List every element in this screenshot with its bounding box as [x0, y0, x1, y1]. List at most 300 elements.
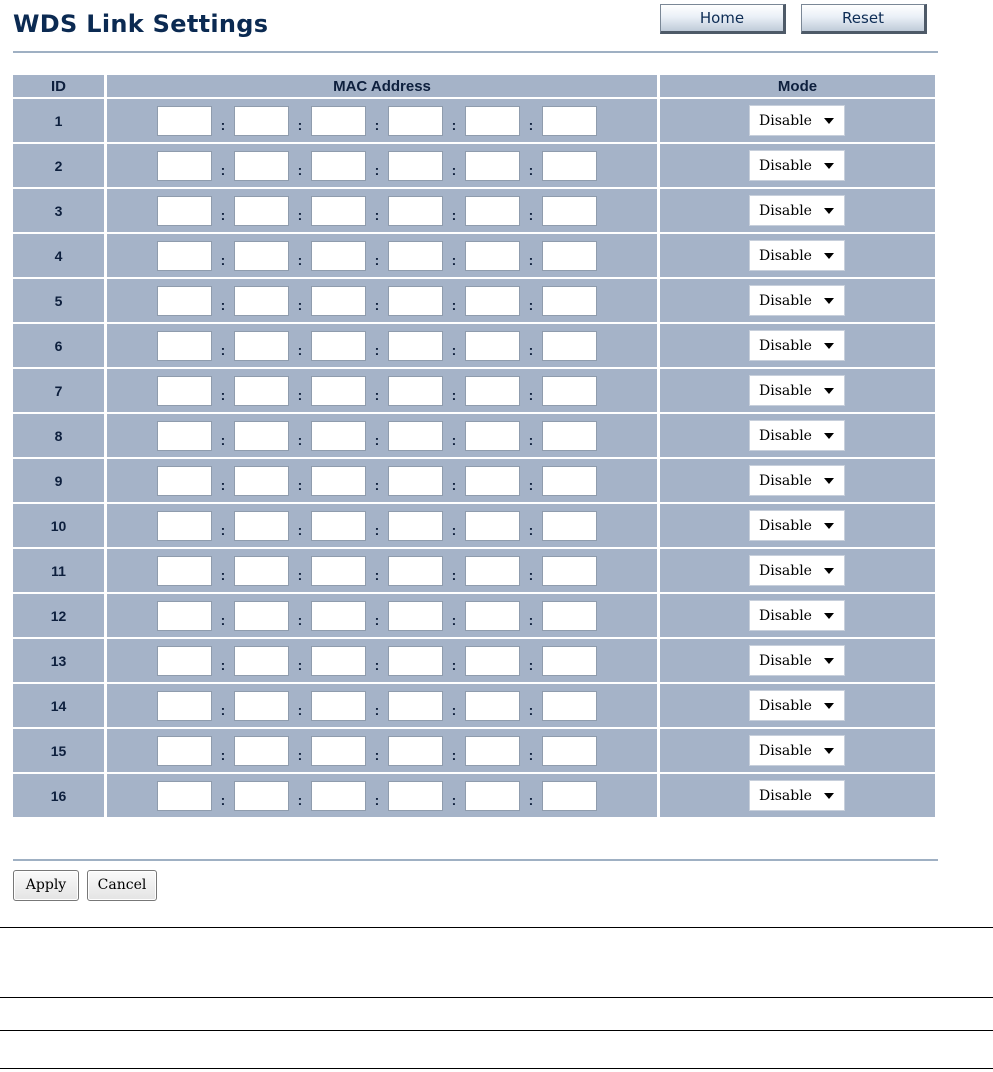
mode-select[interactable] — [749, 375, 845, 406]
mac-octet-input[interactable] — [542, 196, 597, 226]
mac-separator: : — [374, 746, 380, 763]
mode-select[interactable] — [749, 600, 845, 631]
mode-cell — [660, 729, 935, 772]
mac-separator: : — [451, 251, 457, 268]
row-id: 13 — [13, 639, 104, 682]
mac-octet-input[interactable] — [465, 511, 520, 541]
mac-octet-input[interactable] — [157, 691, 212, 721]
mode-select-value: Disable — [759, 292, 812, 309]
mac-octet-input[interactable] — [465, 286, 520, 316]
mac-octet-input[interactable] — [388, 691, 443, 721]
mac-octet-input[interactable] — [542, 466, 597, 496]
mac-separator: : — [220, 521, 226, 538]
mac-separator: : — [528, 386, 534, 403]
mac-separator: : — [451, 431, 457, 448]
mode-select[interactable] — [749, 555, 845, 586]
mac-address-cell — [107, 594, 657, 637]
mac-address-cell — [107, 549, 657, 592]
mac-separator: : — [374, 566, 380, 583]
mac-address-cell — [107, 774, 657, 817]
mode-select-value: Disable — [759, 562, 812, 579]
mac-octet-input[interactable] — [542, 151, 597, 181]
mac-octet-input[interactable] — [465, 331, 520, 361]
mac-separator: : — [374, 611, 380, 628]
table-row — [13, 774, 935, 817]
mac-address-group — [107, 286, 657, 316]
mac-separator: : — [220, 791, 226, 808]
mac-octet-input[interactable] — [311, 421, 366, 451]
chevron-down-icon — [824, 703, 834, 709]
mac-octet-input[interactable] — [388, 331, 443, 361]
mac-separator: : — [528, 161, 534, 178]
mac-separator: : — [451, 521, 457, 538]
mode-select-value: Disable — [759, 202, 812, 219]
chevron-down-icon — [824, 748, 834, 754]
table-row — [13, 189, 935, 232]
mac-separator: : — [374, 251, 380, 268]
mac-octet-input[interactable] — [388, 196, 443, 226]
mac-octet-input[interactable] — [234, 601, 289, 631]
mac-octet-input[interactable] — [157, 151, 212, 181]
mac-separator: : — [220, 611, 226, 628]
mode-select[interactable] — [749, 510, 845, 541]
table-row — [13, 504, 935, 547]
mac-address-cell — [107, 144, 657, 187]
mac-octet-input[interactable] — [465, 241, 520, 271]
mac-octet-input[interactable] — [542, 601, 597, 631]
header-divider — [13, 51, 938, 53]
mac-octet-input[interactable] — [388, 601, 443, 631]
column-header-mode: Mode — [660, 75, 935, 97]
mac-separator: : — [297, 116, 303, 133]
row-id: 16 — [13, 774, 104, 817]
mac-separator: : — [220, 431, 226, 448]
mac-octet-input[interactable] — [311, 196, 366, 226]
mac-address-group — [107, 151, 657, 181]
mac-address-cell — [107, 324, 657, 367]
mac-address-cell — [107, 414, 657, 457]
page-title: WDS Link Settings — [13, 10, 269, 38]
mode-select-value: Disable — [759, 112, 812, 129]
mode-select[interactable] — [749, 285, 845, 316]
mac-separator: : — [451, 161, 457, 178]
mac-octet-input[interactable] — [388, 556, 443, 586]
mode-select-value: Disable — [759, 337, 812, 354]
mac-address-cell — [107, 684, 657, 727]
mode-select[interactable] — [749, 105, 845, 136]
mac-separator: : — [374, 161, 380, 178]
mode-select-value: Disable — [759, 427, 812, 444]
mac-octet-input[interactable] — [311, 601, 366, 631]
column-header-id: ID — [13, 75, 104, 97]
mac-address-group — [107, 196, 657, 226]
mac-octet-input[interactable] — [157, 331, 212, 361]
mac-address-group — [107, 781, 657, 811]
mac-separator: : — [297, 611, 303, 628]
mode-select-value: Disable — [759, 382, 812, 399]
mac-separator: : — [297, 476, 303, 493]
mac-separator: : — [220, 386, 226, 403]
chevron-down-icon — [824, 388, 834, 394]
mode-cell — [660, 774, 935, 817]
wds-link-table — [10, 73, 938, 819]
mac-separator: : — [220, 116, 226, 133]
mac-octet-input[interactable] — [311, 286, 366, 316]
mac-separator: : — [451, 791, 457, 808]
mac-octet-input[interactable] — [388, 511, 443, 541]
mac-octet-input[interactable] — [311, 781, 366, 811]
mac-address-group — [107, 106, 657, 136]
mac-octet-input[interactable] — [388, 646, 443, 676]
footer-divider — [13, 859, 938, 861]
mac-separator: : — [374, 116, 380, 133]
mac-octet-input[interactable] — [157, 106, 212, 136]
mode-select[interactable] — [749, 690, 845, 721]
mode-select-value: Disable — [759, 247, 812, 264]
mac-separator: : — [528, 656, 534, 673]
mac-address-group — [107, 376, 657, 406]
mac-separator: : — [297, 656, 303, 673]
mode-cell — [660, 99, 935, 142]
mac-separator: : — [297, 206, 303, 223]
reset-button[interactable]: Reset — [801, 4, 927, 34]
table-row — [13, 684, 935, 727]
mode-cell — [660, 189, 935, 232]
mac-address-group — [107, 646, 657, 676]
mac-address-group — [107, 421, 657, 451]
mode-select[interactable] — [749, 150, 845, 181]
mac-octet-input[interactable] — [157, 466, 212, 496]
mac-octet-input[interactable] — [311, 466, 366, 496]
chevron-down-icon — [824, 613, 834, 619]
mac-separator: : — [220, 656, 226, 673]
mode-cell — [660, 234, 935, 277]
chevron-down-icon — [824, 658, 834, 664]
mac-separator: : — [374, 476, 380, 493]
mac-separator: : — [297, 431, 303, 448]
mac-octet-input[interactable] — [311, 556, 366, 586]
cancel-button[interactable]: Cancel — [87, 870, 157, 901]
table-row — [13, 324, 935, 367]
chevron-down-icon — [824, 523, 834, 529]
row-id: 14 — [13, 684, 104, 727]
mac-octet-input[interactable] — [157, 511, 212, 541]
row-id: 4 — [13, 234, 104, 277]
mode-select-value: Disable — [759, 517, 812, 534]
mac-octet-input[interactable] — [311, 151, 366, 181]
mac-octet-input[interactable] — [157, 601, 212, 631]
mac-octet-input[interactable] — [234, 241, 289, 271]
mode-cell — [660, 369, 935, 412]
mac-octet-input[interactable] — [157, 421, 212, 451]
mac-octet-input[interactable] — [157, 556, 212, 586]
mode-select[interactable] — [749, 330, 845, 361]
mac-octet-input[interactable] — [542, 646, 597, 676]
table-body — [13, 99, 935, 817]
mac-octet-input[interactable] — [311, 736, 366, 766]
mac-address-cell — [107, 99, 657, 142]
mac-separator: : — [220, 341, 226, 358]
mac-separator: : — [451, 386, 457, 403]
mac-separator: : — [374, 296, 380, 313]
row-id: 15 — [13, 729, 104, 772]
mac-separator: : — [451, 206, 457, 223]
mac-octet-input[interactable] — [234, 151, 289, 181]
mac-separator: : — [220, 566, 226, 583]
mac-octet-input[interactable] — [465, 556, 520, 586]
mode-select[interactable] — [749, 780, 845, 811]
mac-separator: : — [220, 161, 226, 178]
table-row — [13, 459, 935, 502]
chevron-down-icon — [824, 433, 834, 439]
chevron-down-icon — [824, 478, 834, 484]
chevron-down-icon — [824, 343, 834, 349]
mac-octet-input[interactable] — [234, 691, 289, 721]
row-id: 6 — [13, 324, 104, 367]
mac-octet-input[interactable] — [234, 376, 289, 406]
mode-cell — [660, 324, 935, 367]
mac-octet-input[interactable] — [388, 376, 443, 406]
mac-separator: : — [220, 476, 226, 493]
mac-address-group — [107, 736, 657, 766]
mac-octet-input[interactable] — [311, 691, 366, 721]
mode-select[interactable] — [749, 465, 845, 496]
mac-separator: : — [528, 206, 534, 223]
mac-octet-input[interactable] — [234, 286, 289, 316]
mac-octet-input[interactable] — [157, 376, 212, 406]
mac-octet-input[interactable] — [465, 151, 520, 181]
mac-separator: : — [528, 746, 534, 763]
mac-separator: : — [297, 791, 303, 808]
mode-cell — [660, 549, 935, 592]
mac-octet-input[interactable] — [388, 286, 443, 316]
mac-address-group — [107, 601, 657, 631]
mac-octet-input[interactable] — [388, 151, 443, 181]
mac-address-cell — [107, 234, 657, 277]
mode-select[interactable] — [749, 645, 845, 676]
row-id: 8 — [13, 414, 104, 457]
mac-address-group — [107, 466, 657, 496]
mac-separator: : — [297, 296, 303, 313]
divider-line — [0, 1068, 993, 1069]
row-id: 3 — [13, 189, 104, 232]
mac-address-cell — [107, 639, 657, 682]
mac-octet-input[interactable] — [465, 736, 520, 766]
table-row — [13, 639, 935, 682]
home-button[interactable]: Home — [660, 4, 786, 34]
mac-octet-input[interactable] — [157, 241, 212, 271]
mac-octet-input[interactable] — [465, 781, 520, 811]
mac-separator: : — [528, 431, 534, 448]
mac-octet-input[interactable] — [234, 421, 289, 451]
mac-octet-input[interactable] — [157, 736, 212, 766]
mac-separator: : — [297, 701, 303, 718]
mac-separator: : — [528, 566, 534, 583]
column-header-mac-address: MAC Address — [107, 75, 657, 97]
mac-address-group — [107, 331, 657, 361]
mac-octet-input[interactable] — [311, 106, 366, 136]
mode-select-value: Disable — [759, 787, 812, 804]
mode-select[interactable] — [749, 735, 845, 766]
mac-octet-input[interactable] — [234, 466, 289, 496]
mode-cell — [660, 639, 935, 682]
mac-octet-input[interactable] — [234, 196, 289, 226]
mac-octet-input[interactable] — [465, 601, 520, 631]
mode-select[interactable] — [749, 420, 845, 451]
mac-octet-input[interactable] — [157, 196, 212, 226]
mac-separator: : — [297, 566, 303, 583]
table-row — [13, 414, 935, 457]
mac-octet-input[interactable] — [388, 781, 443, 811]
mac-separator: : — [451, 746, 457, 763]
mac-octet-input[interactable] — [234, 106, 289, 136]
mac-address-cell — [107, 729, 657, 772]
mode-cell — [660, 459, 935, 502]
mac-octet-input[interactable] — [465, 106, 520, 136]
mac-separator: : — [528, 251, 534, 268]
mac-separator: : — [220, 251, 226, 268]
mac-separator: : — [297, 341, 303, 358]
mode-select-value: Disable — [759, 652, 812, 669]
mac-separator: : — [451, 341, 457, 358]
mac-separator: : — [374, 431, 380, 448]
row-id: 1 — [13, 99, 104, 142]
mac-octet-input[interactable] — [388, 421, 443, 451]
mac-octet-input[interactable] — [234, 646, 289, 676]
mac-octet-input[interactable] — [465, 691, 520, 721]
mac-separator: : — [528, 791, 534, 808]
mac-octet-input[interactable] — [311, 646, 366, 676]
mac-octet-input[interactable] — [388, 736, 443, 766]
mac-separator: : — [220, 746, 226, 763]
mac-octet-input[interactable] — [542, 736, 597, 766]
mac-octet-input[interactable] — [542, 511, 597, 541]
mac-address-group — [107, 241, 657, 271]
mac-separator: : — [297, 386, 303, 403]
mac-separator: : — [374, 656, 380, 673]
mac-separator: : — [451, 296, 457, 313]
mode-select-value: Disable — [759, 742, 812, 759]
mode-cell — [660, 594, 935, 637]
chevron-down-icon — [824, 163, 834, 169]
mac-octet-input[interactable] — [542, 286, 597, 316]
mac-address-group — [107, 556, 657, 586]
divider-line — [0, 997, 993, 998]
mode-cell — [660, 144, 935, 187]
mac-separator: : — [374, 701, 380, 718]
mac-octet-input[interactable] — [465, 421, 520, 451]
mac-octet-input[interactable] — [465, 376, 520, 406]
mac-octet-input[interactable] — [542, 376, 597, 406]
mac-octet-input[interactable] — [311, 376, 366, 406]
mac-separator: : — [374, 341, 380, 358]
mac-separator: : — [451, 656, 457, 673]
mac-octet-input[interactable] — [465, 466, 520, 496]
mac-separator: : — [451, 566, 457, 583]
mac-separator: : — [297, 251, 303, 268]
mac-octet-input[interactable] — [542, 241, 597, 271]
chevron-down-icon — [824, 253, 834, 259]
mac-separator: : — [297, 521, 303, 538]
mac-octet-input[interactable] — [388, 241, 443, 271]
mac-separator: : — [220, 296, 226, 313]
table-row — [13, 144, 935, 187]
mac-octet-input[interactable] — [542, 691, 597, 721]
mac-separator: : — [528, 521, 534, 538]
mac-octet-input[interactable] — [542, 781, 597, 811]
mode-select-value: Disable — [759, 157, 812, 174]
mac-separator: : — [451, 701, 457, 718]
mac-octet-input[interactable] — [311, 511, 366, 541]
table-row — [13, 234, 935, 277]
mac-address-cell — [107, 369, 657, 412]
chevron-down-icon — [824, 208, 834, 214]
table-header-row — [13, 75, 935, 97]
mac-octet-input[interactable] — [311, 331, 366, 361]
mac-octet-input[interactable] — [234, 736, 289, 766]
mac-separator: : — [451, 476, 457, 493]
mode-select[interactable] — [749, 195, 845, 226]
mac-octet-input[interactable] — [157, 286, 212, 316]
mac-octet-input[interactable] — [542, 106, 597, 136]
mac-octet-input[interactable] — [234, 556, 289, 586]
mac-octet-input[interactable] — [388, 106, 443, 136]
apply-button[interactable]: Apply — [13, 870, 79, 901]
mac-address-group — [107, 511, 657, 541]
mac-separator: : — [374, 386, 380, 403]
mac-separator: : — [451, 611, 457, 628]
mode-select-value: Disable — [759, 472, 812, 489]
mode-select-value: Disable — [759, 697, 812, 714]
mac-separator: : — [528, 611, 534, 628]
chevron-down-icon — [824, 118, 834, 124]
row-id: 11 — [13, 549, 104, 592]
chevron-down-icon — [824, 793, 834, 799]
mac-octet-input[interactable] — [542, 421, 597, 451]
mac-octet-input[interactable] — [234, 781, 289, 811]
mac-separator: : — [528, 116, 534, 133]
mac-address-cell — [107, 189, 657, 232]
mac-octet-input[interactable] — [157, 781, 212, 811]
mode-cell — [660, 414, 935, 457]
mac-octet-input[interactable] — [465, 196, 520, 226]
mode-select[interactable] — [749, 240, 845, 271]
mac-separator: : — [297, 161, 303, 178]
mac-separator: : — [528, 701, 534, 718]
chevron-down-icon — [824, 568, 834, 574]
mac-separator: : — [374, 791, 380, 808]
mac-separator: : — [451, 116, 457, 133]
divider-line — [0, 1030, 993, 1031]
mac-octet-input[interactable] — [542, 331, 597, 361]
row-id: 9 — [13, 459, 104, 502]
mac-octet-input[interactable] — [465, 646, 520, 676]
mac-octet-input[interactable] — [311, 241, 366, 271]
row-id: 7 — [13, 369, 104, 412]
mac-separator: : — [297, 746, 303, 763]
mac-octet-input[interactable] — [234, 331, 289, 361]
mac-separator: : — [528, 476, 534, 493]
mode-cell — [660, 684, 935, 727]
mac-address-cell — [107, 504, 657, 547]
mac-octet-input[interactable] — [388, 466, 443, 496]
mac-separator: : — [374, 206, 380, 223]
mac-octet-input[interactable] — [234, 511, 289, 541]
mac-octet-input[interactable] — [157, 646, 212, 676]
mac-octet-input[interactable] — [542, 556, 597, 586]
mac-address-cell — [107, 279, 657, 322]
row-id: 5 — [13, 279, 104, 322]
